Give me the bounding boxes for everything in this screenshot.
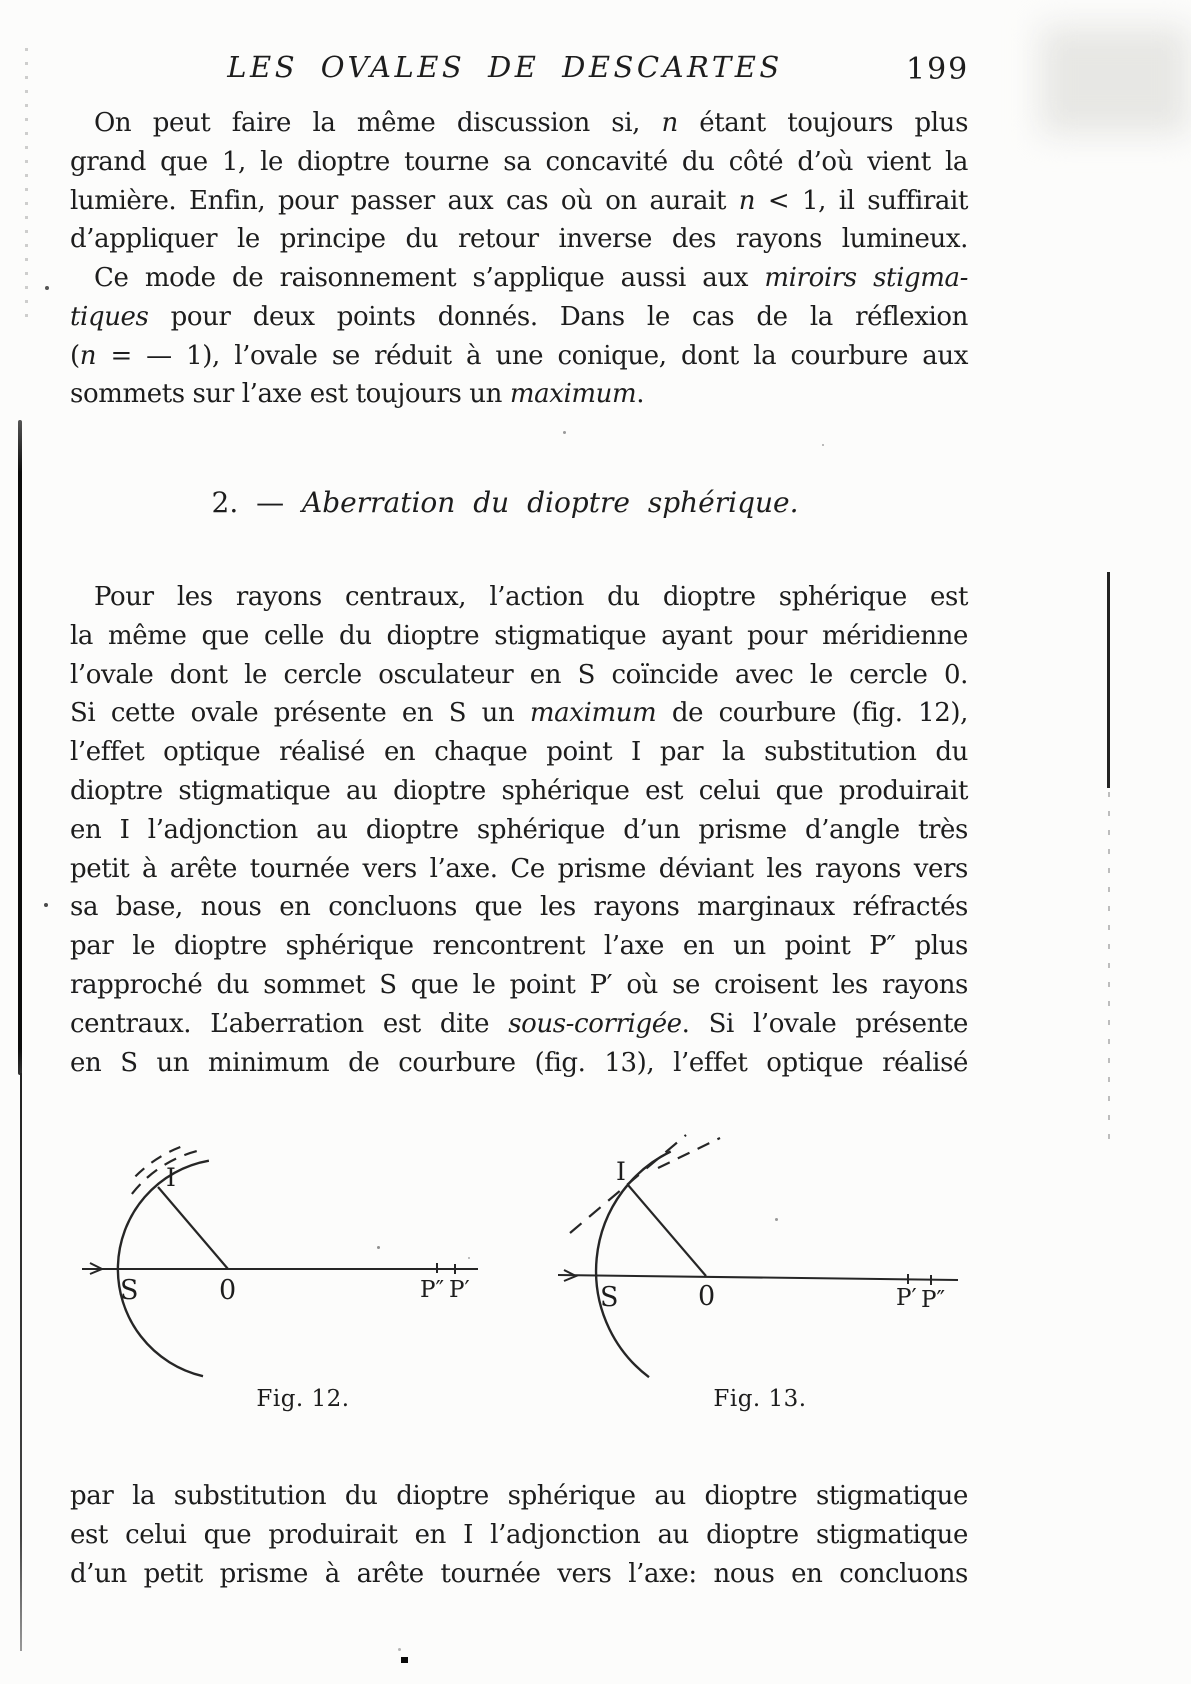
fig13-label-s: S xyxy=(600,1282,619,1313)
scan-speck-2 xyxy=(822,444,824,446)
scan-shadow-top-right xyxy=(1040,26,1190,134)
text-line: grand que 1, le dioptre tourne sa concavité du côté d’où vient la xyxy=(70,146,968,177)
scan-edge-line-left-thin xyxy=(20,1073,22,1651)
scan-speck-margin-1 xyxy=(45,286,49,290)
scan-edge-line-right xyxy=(1107,572,1110,788)
text-line: Si cette ovale présente en S un maximum de courbure (fig. 12), xyxy=(70,698,968,729)
fig13-label-p-prime: P′ xyxy=(896,1285,917,1311)
fig12-label-i: I xyxy=(166,1163,176,1192)
text-line: Ce mode de raisonnement s’applique aussi aux miroirs stigma- xyxy=(94,263,968,293)
text-line: lumière. Enfin, pour passer aux cas où on aurait n < 1, il suffirait xyxy=(70,185,968,216)
figure-12-diagram xyxy=(60,1080,520,1390)
section-title: Aberration du dioptre sphérique. xyxy=(302,486,799,519)
fig12-ray-i-o-line xyxy=(158,1187,228,1269)
text-line: par la substitution du dioptre sphérique au dioptre stigmatique xyxy=(70,1481,968,1511)
paragraph-4 xyxy=(70,1477,968,1593)
text-line: l’effet optique réalisé en chaque point I par la substitution du xyxy=(70,737,968,768)
text-line: d’un petit prisme à arête tournée vers l’axe: nous en concluons xyxy=(70,1558,968,1589)
scan-dot-bottom-faint xyxy=(398,1648,401,1651)
fig13-label-i: I xyxy=(616,1157,626,1186)
text-line: rapproché du sommet S que le point P′ où se croisent les rayons xyxy=(70,969,968,1000)
scan-speck-1 xyxy=(563,431,566,434)
text-line: centraux. L’aberration est dite sous-corrigée. Si l’ovale présente xyxy=(70,1008,968,1039)
text-line: (n = — 1), l’ovale se réduit à une conique, dont la courbure aux xyxy=(70,340,968,371)
fig13-dioptre-arc xyxy=(596,1152,671,1378)
fig12-label-o: 0 xyxy=(219,1275,237,1306)
scan-dot-bottom xyxy=(401,1657,408,1663)
fig13-ray-i-o-line xyxy=(628,1185,706,1276)
text-line: en S un minimum de courbure (fig. 13), l’effet optique réalisé xyxy=(70,1047,968,1078)
paragraph-1 xyxy=(70,104,968,259)
text-line: sommets sur l’axe est toujours un maximum. xyxy=(70,379,645,410)
text-line: par le dioptre sphérique rencontrent l’axe en un point P″ plus xyxy=(70,931,968,962)
fig13-label-p-double-prime: P″ xyxy=(921,1287,946,1313)
text-line: en I l’adjonction au dioptre sphérique d’un prisme d’angle très xyxy=(70,814,968,845)
text-line: Pour les rayons centraux, l’action du dioptre sphérique est xyxy=(94,582,968,612)
scan-edge-line-left-thick xyxy=(18,420,22,1075)
fig13-tangent-dashed-line-1 xyxy=(570,1135,686,1233)
text-line: tiques pour deux points donnés. Dans le cas de la réflexion xyxy=(70,301,968,332)
text-line: dioptre stigmatique au dioptre sphérique est celui que produirait xyxy=(70,775,968,806)
text-line: d’appliquer le principe du retour inverse des rayons lumineux. xyxy=(70,224,968,255)
text-line: la même que celle du dioptre stigmatique ayant pour méridienne xyxy=(70,620,968,651)
running-head-title: LES OVALES DE DESCARTES xyxy=(227,50,783,84)
fig12-label-p-double-prime: P″ xyxy=(420,1277,445,1303)
page-number: 199 xyxy=(906,52,970,87)
figure-13-diagram xyxy=(520,1080,1000,1410)
text-line: l’ovale dont le cercle osculateur en S coïncide avec le cercle 0. xyxy=(70,659,968,690)
scan-speckle-column-left xyxy=(25,48,28,328)
fig12-label-p-prime: P′ xyxy=(449,1277,470,1303)
text-line: On peut faire la même discussion si, n étant toujours plus xyxy=(94,108,969,138)
scan-edge-dots-right xyxy=(1108,792,1110,1142)
fig12-label-s: S xyxy=(120,1275,139,1306)
text-line: sa base, nous en concluons que les rayons marginaux réfractés xyxy=(70,892,968,923)
fig13-label-o: 0 xyxy=(698,1281,716,1312)
paragraph-3 xyxy=(70,578,968,1082)
text-line: est celui que produirait en I l’adjonction au dioptre stigmatique xyxy=(70,1519,968,1550)
section-heading xyxy=(56,486,954,519)
paragraph-2 xyxy=(70,259,968,414)
fig12-tangent-dashed-arc-2 xyxy=(135,1144,187,1176)
section-number: 2. — xyxy=(211,486,285,519)
figure-13-caption: Fig. 13. xyxy=(713,1386,807,1412)
text-line: petit à arête tournée vers l’axe. Ce prisme déviant les rayons vers xyxy=(70,853,968,884)
fig13-axis-line xyxy=(558,1275,958,1280)
figure-12-caption: Fig. 12. xyxy=(256,1386,350,1412)
scan-speck-margin-2 xyxy=(44,903,48,907)
